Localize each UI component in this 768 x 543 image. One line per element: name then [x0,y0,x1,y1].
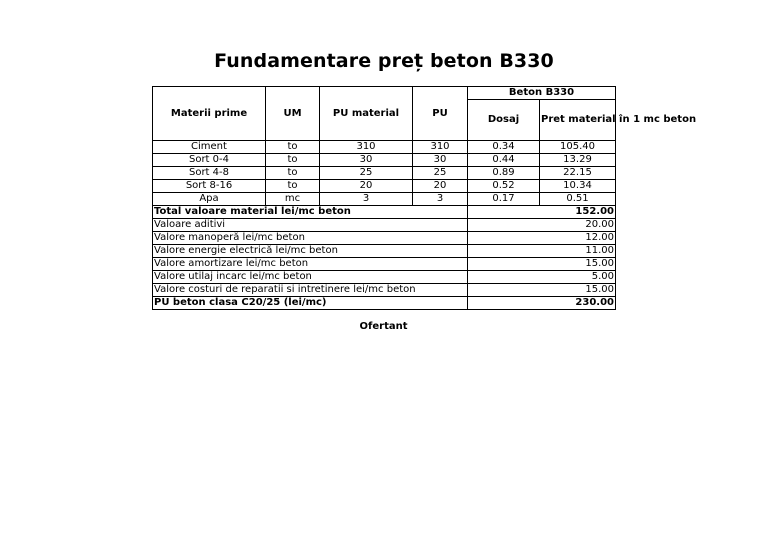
material-pu: 310 [413,141,468,154]
material-name: Ciment [153,141,266,154]
material-um: to [266,154,320,167]
header-pret-material: Pret material în 1 mc beton [540,100,616,141]
summary-value: 5.00 [468,271,616,284]
summary-row [153,232,616,245]
material-dosaj: 0.34 [468,141,540,154]
material-pu-material: 20 [320,180,413,193]
material-pret: 10.34 [540,180,616,193]
summary-row [153,245,616,258]
material-name: Apa [153,193,266,206]
summary-label: Valore manoperă lei/mc beton [153,232,468,245]
material-dosaj: 0.52 [468,180,540,193]
summary-value: 12.00 [468,232,616,245]
summary-row [153,284,616,297]
summary-value: 15.00 [468,284,616,297]
summary-label: Total valoare material lei/mc beton [153,206,468,219]
summary-label: Valoare aditivi [153,219,468,232]
material-um: to [266,167,320,180]
table-row [153,154,616,167]
material-pu-material: 310 [320,141,413,154]
material-um: to [266,180,320,193]
header-dosaj: Dosaj [468,100,540,141]
summary-row [153,258,616,271]
summary-value: 230.00 [468,297,616,310]
summary-label: Valore energie electrică lei/mc beton [153,245,468,258]
material-dosaj: 0.44 [468,154,540,167]
material-pu-material: 30 [320,154,413,167]
header-beton-group: Beton B330 [468,87,616,100]
material-pu: 25 [413,167,468,180]
summary-row [153,271,616,284]
material-pret: 0.51 [540,193,616,206]
price-table [152,86,697,310]
material-pret: 22.15 [540,167,616,180]
material-name: Sort 8-16 [153,180,266,193]
material-um: to [266,141,320,154]
ofertant-label: Ofertant [359,321,408,332]
material-name: Sort 4-8 [153,167,266,180]
header-um: UM [266,87,320,141]
material-pu: 20 [413,180,468,193]
summary-label: Valore costuri de reparatii si intretinere lei/mc beton [153,284,468,297]
summary-value: 11.00 [468,245,616,258]
summary-label: Valore utilaj incarc lei/mc beton [153,271,468,284]
summary-row-pu-beton [153,297,616,310]
document-title: Fundamentare preț beton B330 [214,50,554,72]
material-name: Sort 0-4 [153,154,266,167]
header-pu: PU [413,87,468,141]
material-pret: 13.29 [540,154,616,167]
material-pu-material: 25 [320,167,413,180]
table-row [153,141,616,154]
summary-row [153,219,616,232]
material-um: mc [266,193,320,206]
material-pret: 105.40 [540,141,616,154]
summary-value: 20.00 [468,219,616,232]
summary-value: 15.00 [468,258,616,271]
header-pu-material: PU material [320,87,413,141]
material-dosaj: 0.17 [468,193,540,206]
table-row [153,193,616,206]
table-row [153,180,616,193]
summary-value: 152.00 [468,206,616,219]
material-pu-material: 3 [320,193,413,206]
summary-label: Valore amortizare lei/mc beton [153,258,468,271]
material-pu: 3 [413,193,468,206]
table-row [153,167,616,180]
summary-row-total-material [153,206,616,219]
summary-label: PU beton clasa C20/25 (lei/mc) [153,297,468,310]
header-materii-prime: Materii prime [153,87,266,141]
material-dosaj: 0.89 [468,167,540,180]
material-pu: 30 [413,154,468,167]
